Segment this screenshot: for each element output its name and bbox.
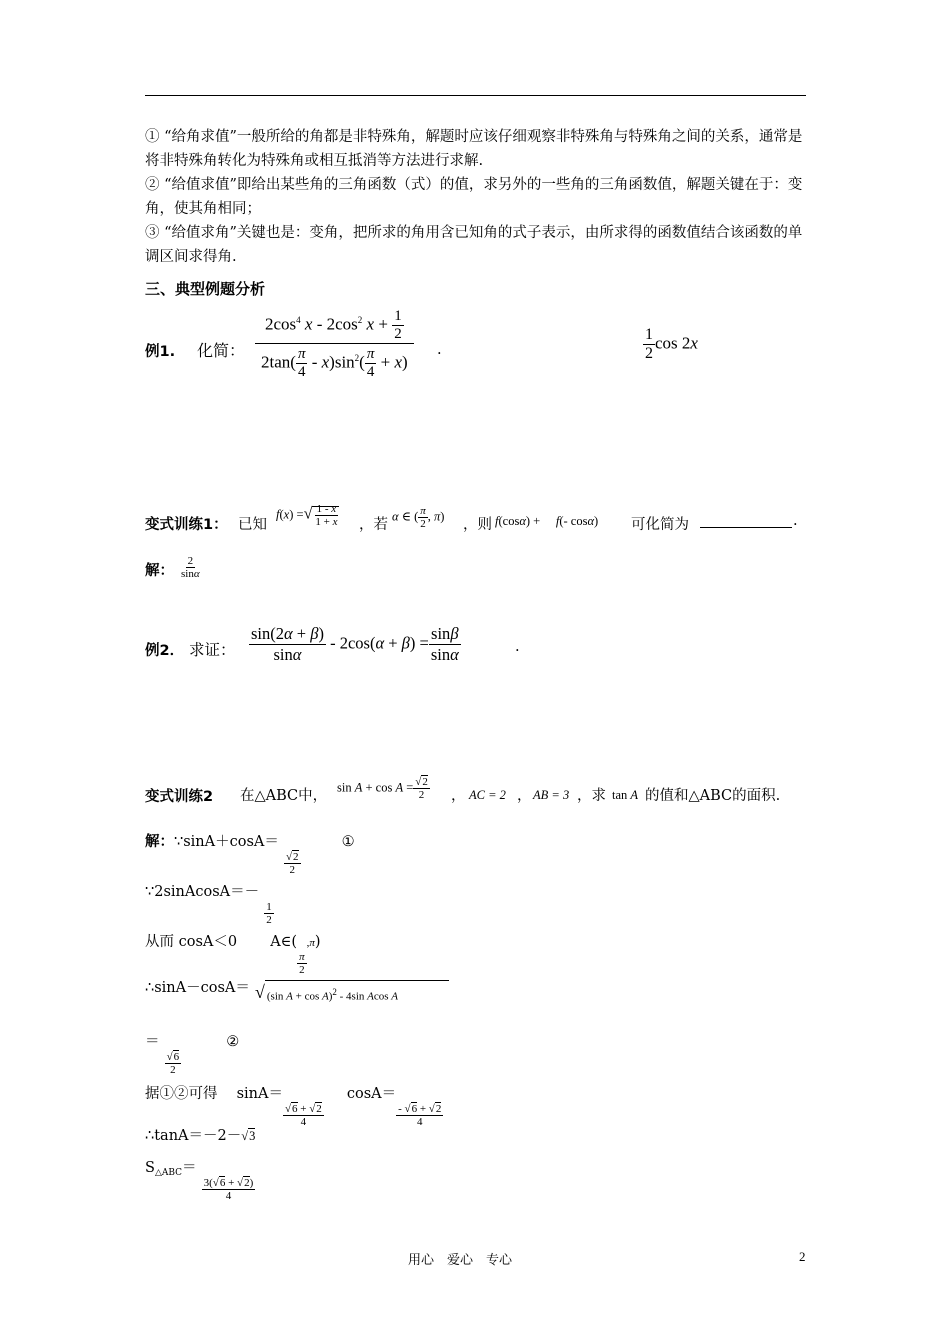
solution-line-4-text: ∴sinA－cosA＝ — [145, 980, 250, 996]
solution-line-1: 解：∵sinA＋cosA＝ $\frac{√2}{2}$ ① — [145, 834, 355, 876]
variant-2-ac: AC = 2 — [469, 788, 506, 802]
solution-area-equals: ＝ — [182, 1160, 197, 1176]
example-1-expression: $2\cos^4$ x - $2\cos^2$ x + $\frac{1}{2}$ 2tan( $\frac{\pi}{4}$ - $x)\sin^2$( $\frac{\pi}{4}$ + x) — [255, 308, 414, 381]
header-rule — [145, 95, 806, 96]
solution-line-3: 从而 cosA＜0 A∈( $\frac{\pi}{2}$ ,π) — [145, 934, 321, 976]
solution-mark-1: ① — [341, 834, 355, 850]
solution-line-3-text: 从而 cosA＜0 — [145, 934, 238, 950]
variant-2-given-sum: sin A + cos A = $\frac{√2}{2}$ — [337, 776, 428, 801]
example-1-label: 例1. — [145, 344, 176, 360]
solution-line-6: 据①②可得 sinA＝ $\frac{√6 + √2}{4}$ cosA＝ $\frac{- √6 + √2}{4}$ — [145, 1086, 442, 1128]
solution-line-5-text: ＝ — [145, 1034, 160, 1050]
solution-line-2-text: ∵2sinAcosA＝－ — [145, 884, 260, 900]
variant-1 — [145, 503, 815, 543]
solution-sinA-label: sinA＝ — [236, 1086, 283, 1102]
page-number: 2 — [799, 1249, 806, 1264]
variant-1-given: 已知 — [238, 517, 267, 533]
footer-motto: 用心 爱心 专心 — [408, 1253, 513, 1268]
variant-1-expression: f(cosα) + f(- cosα) — [495, 514, 599, 528]
note-2: ② “给值求值”即给出某些角的三角函数（式）的值，求另外的一些角的三角函数值，解题关键在于：变角，使其角相同； — [145, 177, 803, 217]
variant-2-comma-2: ， — [517, 788, 532, 804]
solution-area-symbol: S — [145, 1160, 155, 1176]
solution-line-5: ＝ $\frac{√6}{2}$ ② — [145, 1034, 240, 1076]
solution-line-3-range-start: A∈( — [270, 934, 298, 950]
solution-line-6-text: 据①②可得 — [145, 1086, 218, 1102]
solution-mark-2: ② — [226, 1034, 240, 1050]
variant-2-ab: AB = 3 — [533, 788, 570, 802]
variant-1-function: f(x) =√ $\frac{1 - x}{1 + x}$ — [276, 503, 338, 528]
solution-cosA-label: cosA＝ — [346, 1086, 397, 1102]
note-1: ① “给角求值”一般所给的角都是非特殊角，解题时应该仔细观察非特殊角与特殊角之间的关系，通常是将非特殊角转化为特殊角或相互抵消等方法进行求解. — [145, 129, 803, 169]
solution-line-1-text: ∵sinA＋cosA＝ — [174, 834, 279, 850]
variant-2-comma-1: ， — [451, 788, 466, 804]
variant-2-tan: tan A — [612, 788, 639, 802]
variant-1-solution-value: $\frac{2}{\sin\alpha}$ — [181, 555, 200, 580]
section-title: 三、典型例题分析 — [145, 280, 266, 298]
variant-1-if: ，若 — [359, 517, 388, 533]
solution-line-3-range-end: ) — [314, 934, 321, 950]
variant-1-answer-blank[interactable] — [700, 515, 792, 528]
variant-1-solution-label: 解： — [145, 563, 174, 579]
variant-1-condition: α ∈ ( $\frac{\pi}{2}$ , π) — [392, 505, 445, 530]
solution-line-8: S△ABC＝ $\frac{3(√6 + √2)}{4}$ — [145, 1160, 254, 1202]
variant-2-question-pre: ，求 — [577, 788, 606, 804]
variant-1-end: . — [793, 513, 798, 529]
variant-2-intro: 在△ABC中， — [240, 788, 328, 804]
example-2-period: . — [515, 639, 520, 655]
variant-1-question: 可化简为 — [631, 517, 689, 533]
example-2-prompt: 求证： — [189, 641, 236, 659]
example-1-prompt: 化简： — [197, 341, 246, 360]
note-3: ③ “给值求角”关键也是：变角，把所求的角用含已知角的式子表示，由所求得的函数值结合该函数的单调区间求得角. — [145, 225, 803, 265]
example-1-answer: $\frac{1}{2}$ cos 2x — [645, 326, 698, 362]
variant-2-label: 变式训练2 — [145, 789, 214, 805]
variant-2-question-post: 的值和△ABC的面积. — [645, 788, 781, 804]
example-1-period: . — [437, 342, 442, 358]
solution-line-4: ∴sinA－cosA＝ √ (sin A + cos A)$^2$ - 4sin Acos A — [145, 976, 449, 1003]
solution-area-subscript: △ABC — [154, 1168, 183, 1178]
variant-1-label: 变式训练1： — [145, 517, 228, 533]
variant-2 — [145, 776, 815, 816]
variant-1-then: ，则 — [463, 517, 492, 533]
example-2-expression: $\frac{\sin(2\alpha + \beta)}{\sin\alpha}$ - 2cos(α + β) = $\frac{\sin\beta}{\sin\alpha}$ — [251, 624, 459, 664]
solution-line-2: ∵2sinAcosA＝－ $\frac{1}{2}$ — [145, 884, 272, 926]
solution-line-7-text: ∴tanA＝－2－ — [145, 1128, 242, 1144]
example-2-label: 例2． — [145, 643, 185, 659]
solution-label: 解： — [145, 834, 174, 850]
solution-line-7: ∴tanA＝－2－√3 — [145, 1128, 256, 1144]
notes-block — [145, 125, 806, 269]
